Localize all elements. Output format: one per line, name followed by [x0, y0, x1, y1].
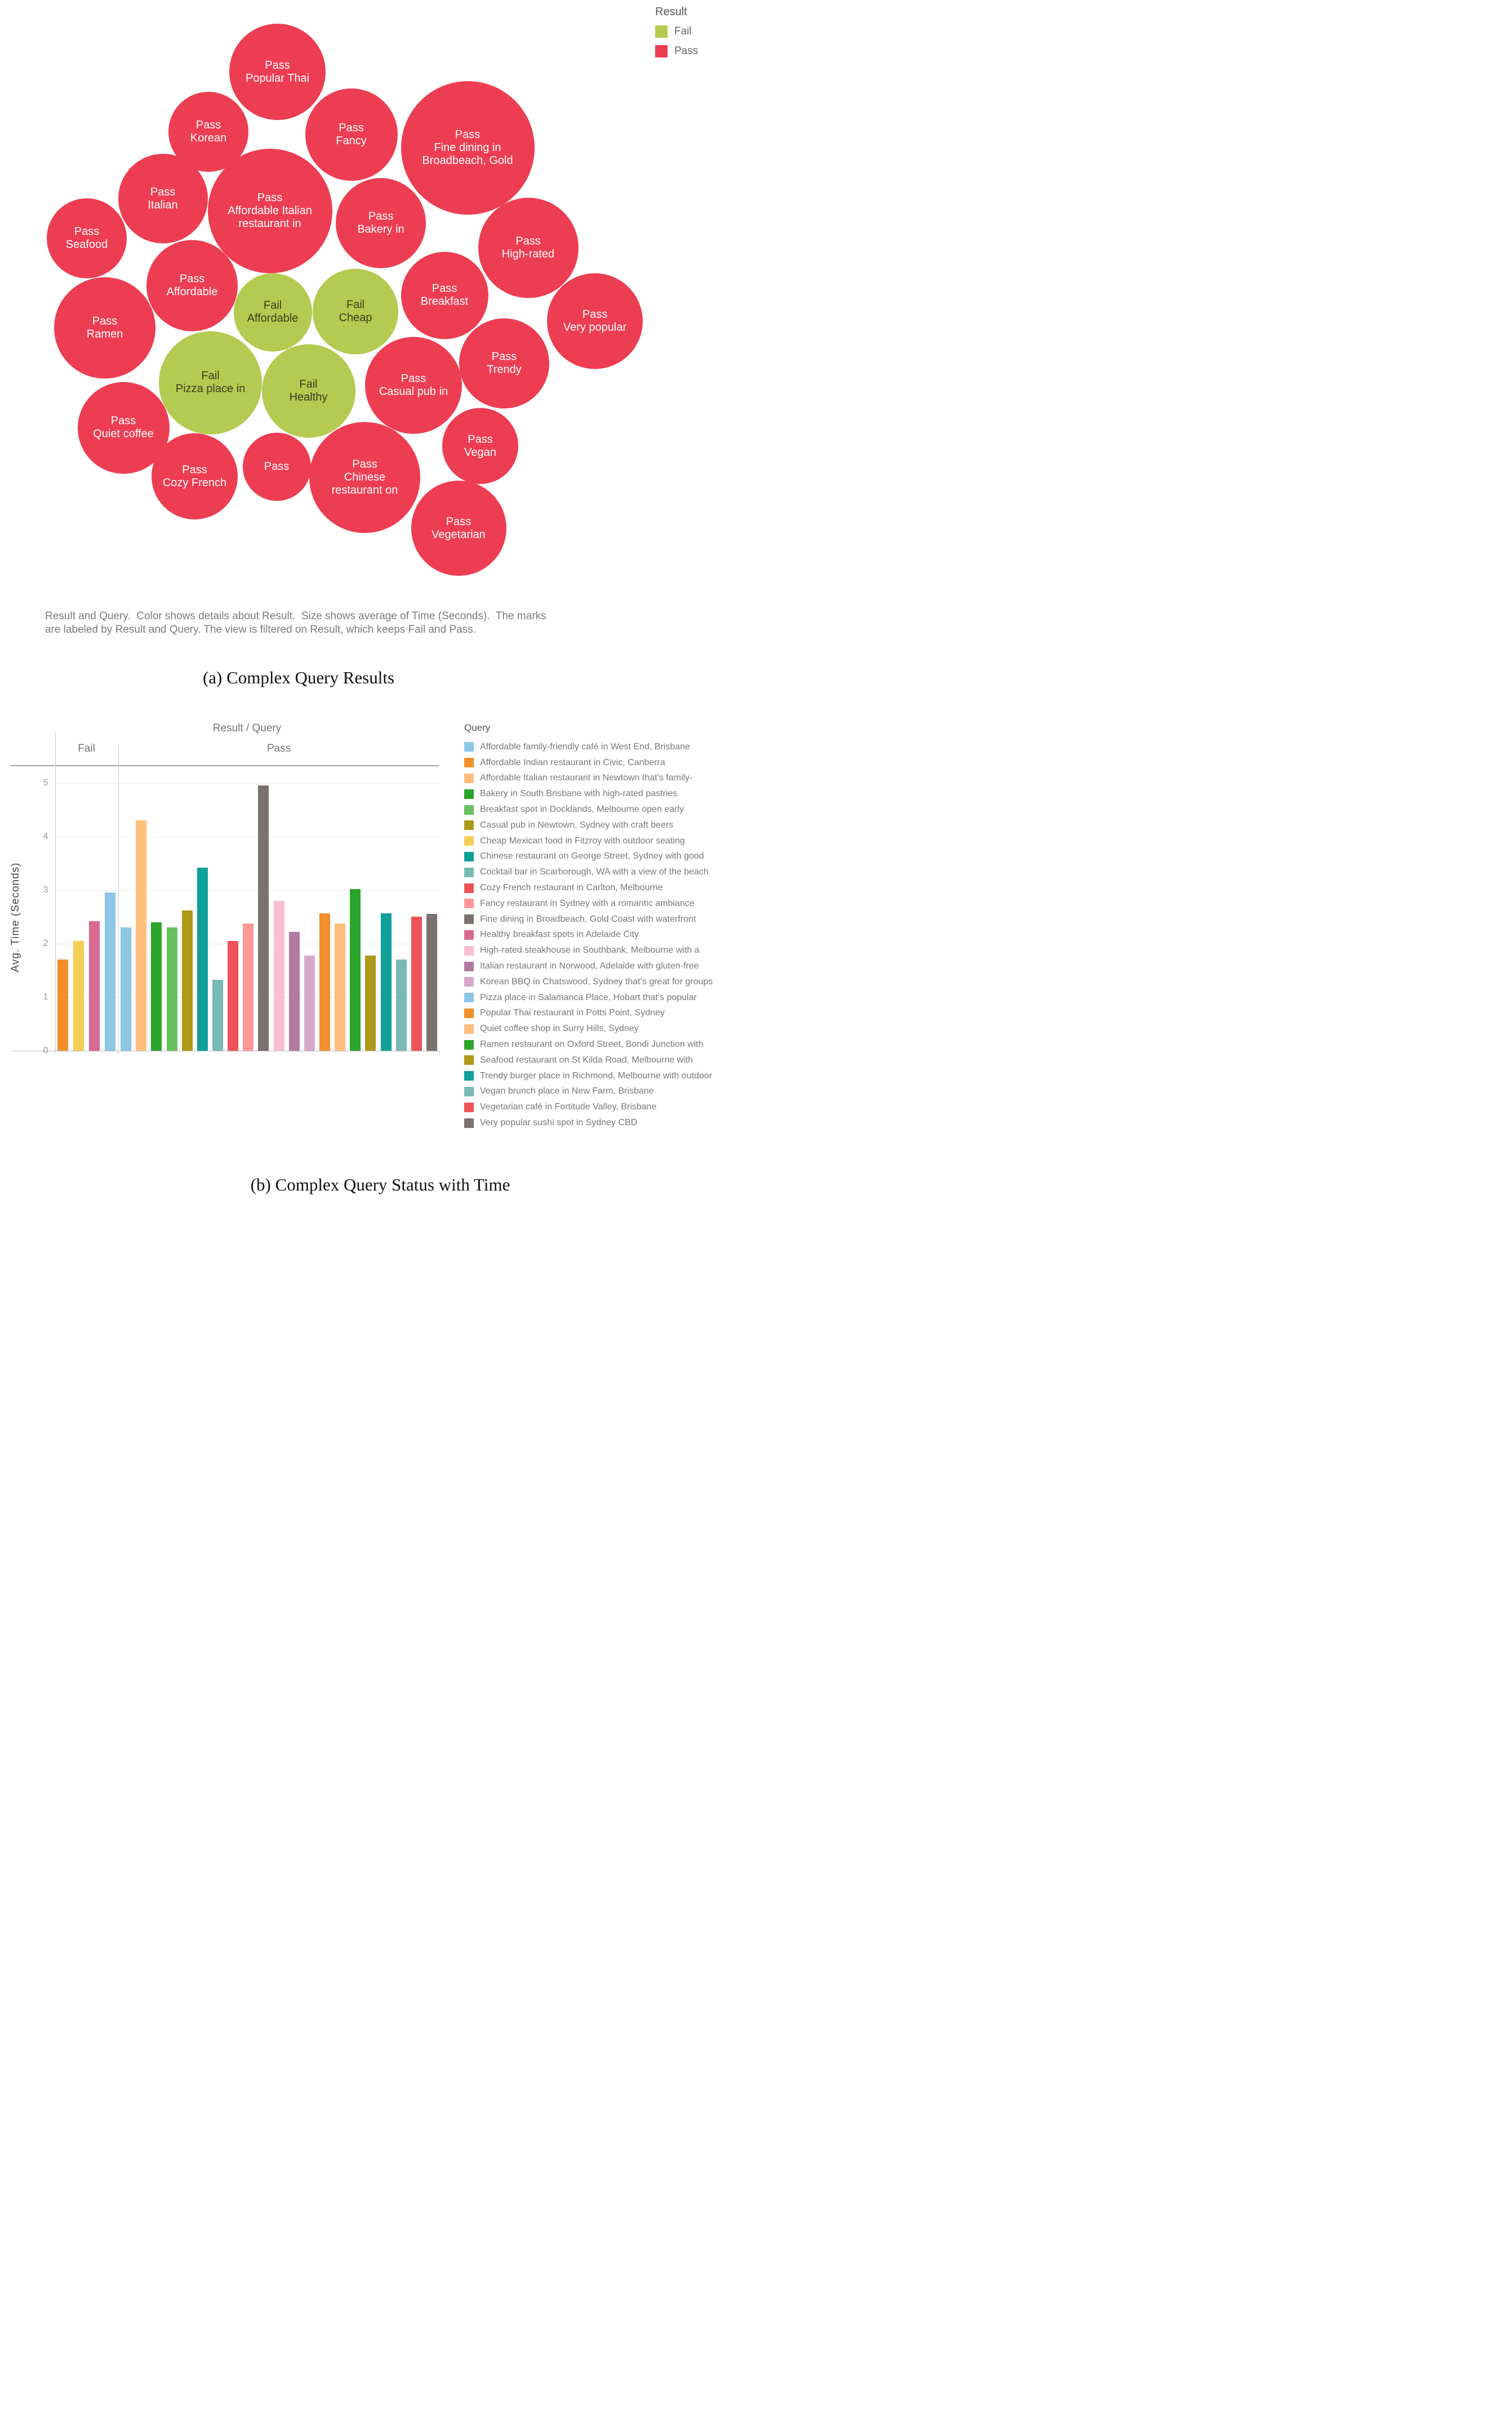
- query-legend-swatch: [464, 930, 474, 940]
- query-legend-item[interactable]: [464, 1115, 713, 1131]
- caption-line-2: are labeled by Result and Query. The view is filtered on Result, which keeps Fail and Pass.: [45, 623, 476, 636]
- query-legend-swatch: [464, 914, 474, 924]
- query-legend-swatch: [464, 1118, 474, 1128]
- bubble-mark[interactable]: [208, 149, 332, 273]
- legend-item-fail[interactable]: [655, 25, 698, 38]
- pass-swatch: [655, 45, 668, 57]
- bar-mark[interactable]: [319, 913, 330, 1051]
- query-legend-title: Query: [464, 722, 491, 733]
- bubble-label-line: Very popular: [563, 321, 627, 334]
- y-axis-line: [55, 732, 56, 1051]
- bubble-label-line: Pass: [432, 282, 457, 295]
- bar-mark[interactable]: [365, 956, 376, 1051]
- bubble-label-line: Korean: [190, 132, 227, 144]
- query-legend-swatch: [464, 774, 474, 783]
- result-legend-title: Result: [655, 6, 687, 18]
- query-legend-label: Bakery in South Brisbane with high-rated pastries: [480, 789, 678, 799]
- y-tick-label: 1: [43, 992, 48, 1002]
- bar-mark[interactable]: [136, 820, 146, 1051]
- query-legend-swatch: [464, 820, 474, 830]
- query-legend-item[interactable]: [464, 880, 713, 896]
- query-legend-label: Casual pub in Newtown, Sydney with craft beers: [480, 820, 674, 830]
- bubble-label-line: Cozy French: [162, 476, 227, 489]
- query-legend-label: Cheap Mexican food in Fitzroy with outdoor seating: [480, 836, 685, 846]
- bar-mark[interactable]: [105, 892, 115, 1051]
- result-legend: [655, 6, 698, 65]
- fail-swatch: [655, 25, 668, 38]
- bar-mark[interactable]: [212, 980, 223, 1051]
- bubble-label-line: Pass: [515, 235, 541, 247]
- query-legend-item[interactable]: [464, 833, 713, 849]
- query-legend-label: Affordable family-friendly café in West End, Brisbane: [480, 741, 690, 752]
- y-tick-label: 5: [43, 778, 48, 788]
- bubble-label-line: Pass: [468, 433, 493, 446]
- query-legend-label: Pizza place in Salamanca Place, Hobart that’s popular: [480, 992, 697, 1002]
- query-legend-swatch: [464, 789, 474, 799]
- query-legend-swatch: [464, 899, 474, 908]
- bar-mark[interactable]: [258, 785, 269, 1051]
- bubble-label-line: Pass: [368, 210, 394, 223]
- bubble-mark[interactable]: [401, 252, 488, 339]
- bar-mark[interactable]: [167, 927, 177, 1051]
- legend-item-pass[interactable]: [655, 45, 698, 57]
- query-legend-item[interactable]: [464, 912, 713, 927]
- query-legend-swatch: [464, 993, 474, 1002]
- bubble-label-line: Pass: [150, 185, 176, 198]
- legend-item-label: Pass: [674, 45, 699, 57]
- query-legend-item[interactable]: [464, 755, 713, 771]
- bubble-label-line: restaurant in: [238, 217, 301, 230]
- bubble-label-line: Fine dining in: [434, 141, 501, 154]
- query-legend-item[interactable]: [464, 786, 713, 802]
- query-legend-item[interactable]: [464, 849, 713, 865]
- page: [0, 0, 756, 1206]
- query-legend-swatch: [464, 805, 474, 815]
- bubble-mark[interactable]: [365, 337, 462, 434]
- query-legend-item[interactable]: [464, 974, 713, 990]
- query-legend-label: Breakfast spot in Docklands, Melbourne open early: [480, 805, 684, 815]
- query-legend-swatch: [464, 977, 474, 987]
- query-legend-label: Very popular sushi spot in Sydney CBD: [480, 1118, 638, 1128]
- bubble-label-line: Pass: [92, 314, 118, 327]
- query-legend-swatch: [464, 852, 474, 861]
- bubble-label-line: Cheap: [339, 311, 372, 324]
- query-legend-item[interactable]: [464, 1099, 713, 1115]
- panel-label-fail: Fail: [78, 743, 95, 754]
- query-legend-swatch: [464, 868, 474, 877]
- query-legend-swatch: [464, 1009, 474, 1018]
- query-legend-label: Fancy restaurant in Sydney with a romantic ambiance: [480, 898, 695, 908]
- query-legend-item[interactable]: [464, 1006, 713, 1021]
- bar-mark[interactable]: [335, 923, 345, 1051]
- query-legend-label: Ramen restaurant on Oxford Street, Bondi Junction with: [480, 1040, 704, 1050]
- query-legend-label: Vegan brunch place in New Farm, Brisbane: [480, 1086, 654, 1096]
- query-legend-item[interactable]: [464, 927, 713, 943]
- bubble-label-line: Italian: [148, 198, 178, 211]
- query-legend-label: Affordable Italian restaurant in Newtown that’s family-: [480, 773, 693, 783]
- bubble-label-line: Fancy: [336, 135, 367, 147]
- x-axis-tick: [55, 1051, 56, 1054]
- query-legend-item[interactable]: [464, 802, 713, 818]
- query-legend-swatch: [464, 1103, 474, 1112]
- bubble-label-line: Broadbeach, Gold: [422, 154, 513, 167]
- query-legend-swatch: [464, 1024, 474, 1034]
- query-legend-swatch: [464, 1071, 474, 1081]
- bubble-mark[interactable]: [313, 269, 398, 354]
- query-legend-item[interactable]: [464, 1021, 713, 1037]
- bubble-label-line: Vegetarian: [432, 528, 486, 541]
- query-legend-label: Fine dining in Broadbeach, Gold Coast with waterfront: [480, 914, 696, 924]
- bubble-label-line: Pass: [446, 515, 472, 528]
- gridline-y3: [55, 890, 440, 891]
- bubble-label-line: Vegan: [464, 446, 496, 459]
- bubble-label-line: Pizza place in: [175, 383, 246, 395]
- bubble-mark[interactable]: [401, 81, 535, 215]
- bubble-label-line: Bakery in: [357, 223, 404, 236]
- bubble-label-line: Pass: [264, 460, 290, 473]
- x-axis-tick: [439, 1051, 440, 1054]
- bubble-label-line: Pass: [455, 128, 481, 141]
- bubble-label-line: Pass: [110, 415, 136, 427]
- bubble-mark[interactable]: [243, 433, 311, 501]
- bubble-mark[interactable]: [547, 273, 643, 369]
- query-legend-swatch: [464, 946, 474, 956]
- query-legend-label: Korean BBQ in Chatswood, Sydney that’s great for groups: [480, 976, 713, 987]
- bubble-mark[interactable]: [159, 331, 262, 434]
- bubble-mark[interactable]: [54, 277, 155, 379]
- query-legend-item[interactable]: [464, 739, 713, 755]
- query-legend-item[interactable]: [464, 864, 713, 880]
- bubble-label-line: Pass: [74, 225, 100, 238]
- x-axis-tick: [118, 1051, 119, 1054]
- y-tick-label: 4: [43, 831, 48, 841]
- bubble-label-line: Quiet coffee: [93, 428, 154, 440]
- bubble-label-line: Fail: [263, 299, 282, 312]
- bubble-label-line: Pass: [179, 272, 205, 285]
- bar-mark[interactable]: [426, 914, 437, 1051]
- bubble-mark[interactable]: [459, 318, 549, 408]
- bar-mark[interactable]: [228, 941, 238, 1051]
- y-tick-label: 3: [43, 885, 48, 895]
- query-legend-label: High-rated steakhouse in Southbank, Melbourne with a: [480, 945, 700, 956]
- panel-divider-line: [118, 745, 119, 1051]
- bubble-label-line: Affordable: [247, 312, 299, 325]
- bubble-label-line: Pass: [257, 191, 283, 204]
- query-legend-label: Cozy French restaurant in Carlton, Melbourne: [480, 883, 663, 893]
- bar-mark[interactable]: [289, 932, 300, 1051]
- query-legend-item[interactable]: [464, 1037, 713, 1052]
- bubble-mark[interactable]: [411, 481, 506, 576]
- bubble-label-line: Pass: [582, 308, 608, 321]
- query-legend-item[interactable]: [464, 771, 713, 787]
- query-legend-label: Vegetarian café in Fortitude Valley, Brisbane: [480, 1102, 657, 1112]
- bubble-label-line: Pass: [401, 372, 426, 385]
- bubble-mark[interactable]: [234, 273, 312, 352]
- query-legend-item[interactable]: [464, 943, 713, 958]
- bubble-label-line: Fail: [346, 298, 365, 311]
- bubble-mark[interactable]: [442, 408, 518, 484]
- query-legend-item[interactable]: [464, 896, 713, 912]
- bar-mark[interactable]: [73, 941, 84, 1051]
- query-legend-label: Quiet coffee shop in Surry Hills, Sydney: [480, 1024, 639, 1034]
- bar-chart-figure: [0, 716, 756, 1194]
- bubble-label-line: Pass: [339, 122, 364, 134]
- query-legend-item[interactable]: [464, 1052, 713, 1068]
- query-legend-label: Cocktail bar in Scarborough, WA with a view of the beach: [480, 867, 709, 877]
- bubble-mark[interactable]: [118, 154, 208, 243]
- bubble-label-line: Trendy: [487, 363, 522, 376]
- bubble-label-line: Breakfast: [420, 295, 469, 308]
- bar-chart-title: Result / Query: [212, 722, 282, 734]
- bubble-label-line: Chinese: [344, 471, 386, 483]
- bubble-label-line: Popular Thai: [245, 72, 310, 85]
- query-legend-rows: [464, 739, 713, 1131]
- query-legend-swatch: [464, 1055, 474, 1065]
- bar-mark[interactable]: [182, 910, 193, 1051]
- bar-mark[interactable]: [121, 927, 131, 1051]
- subcaption-b: (b) Complex Query Status with Time: [250, 1175, 510, 1194]
- query-legend-swatch: [464, 883, 474, 893]
- y-axis-title: Avg. Time (Seconds): [10, 862, 21, 972]
- query-legend-label: Seafood restaurant on St Kilda Road, Melbourne with: [480, 1055, 693, 1065]
- bubble-mark[interactable]: [146, 240, 238, 331]
- gridline-y5: [55, 783, 440, 784]
- bubble-label-line: Affordable: [166, 285, 218, 298]
- query-legend-label: Popular Thai restaurant in Potts Point, Sydney: [480, 1008, 665, 1018]
- bar-mark[interactable]: [89, 921, 100, 1051]
- bubble-label-line: Healthy: [289, 390, 328, 403]
- query-legend: [464, 722, 713, 1131]
- query-legend-swatch: [464, 962, 474, 971]
- query-legend-swatch: [464, 758, 474, 767]
- bubble-label-line: Pass: [352, 458, 377, 470]
- legend-item-label: Fail: [674, 25, 692, 37]
- query-legend-item[interactable]: [464, 990, 713, 1006]
- bubble-mark[interactable]: [478, 198, 579, 298]
- bar-mark[interactable]: [411, 917, 422, 1051]
- bubble-label-line: Pass: [182, 463, 207, 476]
- bubble-mark[interactable]: [229, 24, 326, 120]
- bubble-mark[interactable]: [309, 422, 420, 533]
- query-legend-item[interactable]: [464, 818, 713, 833]
- query-legend-label: Affordable Indian restaurant in Civic, Canberra: [480, 757, 665, 767]
- bar-mark[interactable]: [151, 922, 162, 1051]
- bubble-chart: [0, 0, 756, 583]
- bar-mark[interactable]: [304, 956, 315, 1051]
- query-legend-item[interactable]: [464, 958, 713, 974]
- bubble-label-line: Pass: [491, 350, 517, 363]
- bubble-mark[interactable]: [152, 433, 238, 519]
- bubble-label-line: Pass: [265, 59, 290, 72]
- bubble-label-line: Ramen: [86, 327, 123, 340]
- query-legend-label: Trendy burger place in Richmond, Melbourne with outdoor: [480, 1070, 713, 1081]
- tableau-caption: [45, 610, 659, 636]
- bubble-label-line: restaurant on: [331, 484, 398, 496]
- bubble-label-line: Casual pub in: [379, 385, 448, 398]
- query-legend-swatch: [464, 1087, 474, 1096]
- query-legend-swatch: [464, 742, 474, 752]
- query-legend-label: Healthy breakfast spots in Adelaide City: [480, 930, 639, 940]
- bubble-label-line: Fail: [299, 377, 318, 390]
- bar-mark[interactable]: [350, 889, 361, 1051]
- y-tick-label: 0: [43, 1046, 48, 1055]
- bubble-label-line: Seafood: [65, 238, 108, 251]
- subcaption-a: (a) Complex Query Results: [202, 668, 395, 687]
- query-legend-label: Chinese restaurant on George Street, Sydney with good: [480, 851, 704, 861]
- bubble-label-line: Affordable Italian: [228, 204, 312, 217]
- bubble-label-line: High-rated: [501, 248, 555, 260]
- caption-line-1: Result and Query. Color shows details about Result. Size shows average of Time (Seconds). The marks: [45, 610, 546, 622]
- bubble-label-line: Pass: [195, 119, 221, 131]
- query-legend-swatch: [464, 1040, 474, 1050]
- bubble-mark[interactable]: [336, 178, 426, 268]
- header-divider-line: [11, 765, 439, 766]
- bubble-mark[interactable]: [47, 198, 127, 278]
- bubble-mark[interactable]: [305, 88, 398, 181]
- y-tick-label: 2: [43, 938, 48, 948]
- query-legend-label: Italian restaurant in Norwood, Adelaide with gluten-free: [480, 961, 699, 971]
- bar-mark[interactable]: [197, 868, 208, 1051]
- query-legend-item[interactable]: [464, 1068, 713, 1084]
- panel-label-pass: Pass: [266, 743, 291, 754]
- query-legend-item[interactable]: [464, 1084, 713, 1100]
- bar-mark[interactable]: [396, 960, 407, 1051]
- bubble-mark[interactable]: [262, 344, 355, 438]
- bar-mark[interactable]: [381, 913, 392, 1051]
- bubble-label-line: Fail: [201, 370, 220, 382]
- bar-mark[interactable]: [243, 923, 254, 1051]
- bar-mark[interactable]: [274, 901, 284, 1051]
- query-legend-swatch: [464, 836, 474, 846]
- bar-mark[interactable]: [57, 960, 68, 1051]
